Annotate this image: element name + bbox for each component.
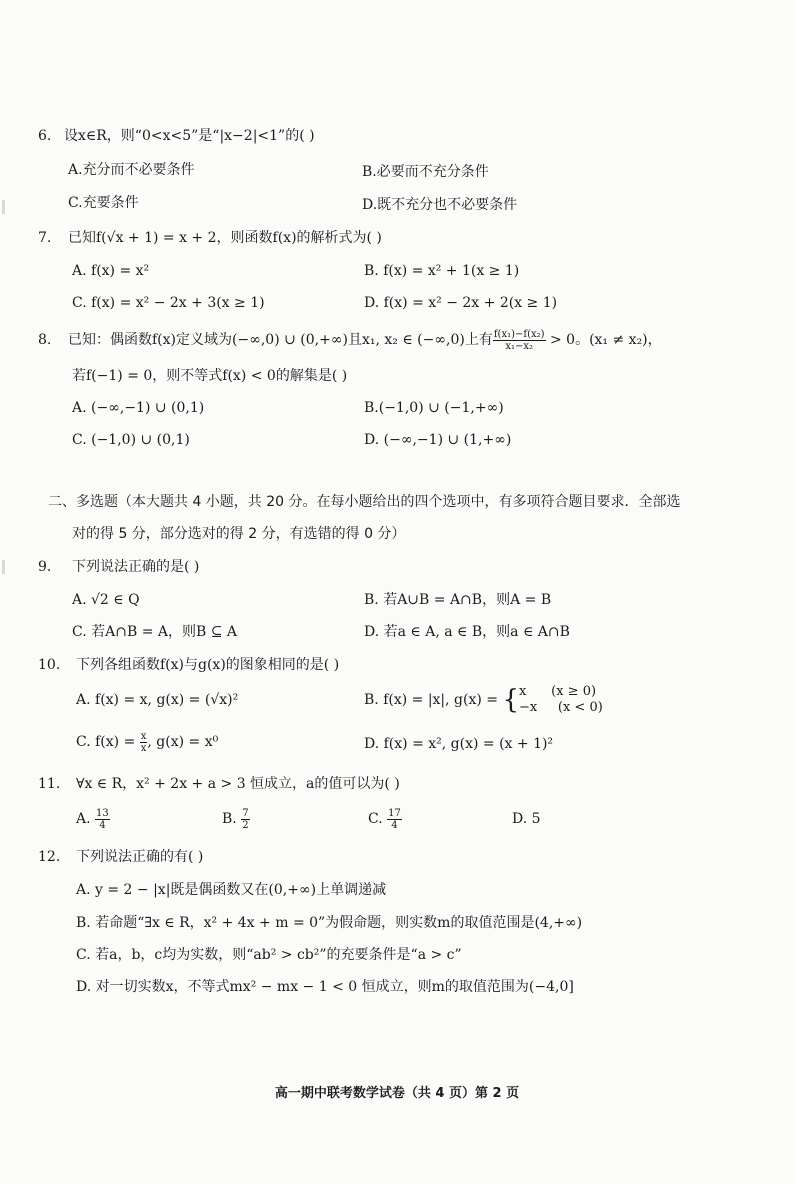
question-11-stem: ∀x ∈ R，x² + 2x + a > 3 恒成立，a的值可以为( ) (76, 776, 400, 792)
fraction-numerator: x (140, 730, 147, 742)
question-10-option-a: A. f(x) = x, g(x) = (√x)² (76, 692, 239, 708)
question-6-option-c: C.充要条件 (68, 195, 139, 211)
question-7-stem: 已知f(√x + 1) = x + 2，则函数f(x)的解析式为( ) (68, 230, 382, 246)
question-8-option-d: D. (−∞,−1) ∪ (1,+∞) (364, 432, 512, 448)
question-12-option-c: C. 若a，b，c均为实数，则“ab² > cb²”的充要条件是“a > c” (76, 947, 462, 963)
question-8-option-a: A. (−∞,−1) ∪ (0,1) (72, 400, 205, 416)
piecewise-cases (519, 684, 603, 716)
question-9-option-d: D. 若a ∈ A, a ∈ B，则a ∈ A∩B (364, 624, 570, 640)
fraction-denominator: 4 (99, 819, 106, 831)
question-8-stem-tail: > 0。(x₁ ≠ x₂)， (549, 332, 662, 348)
question-7-option-d: D. f(x) = x² − 2x + 2(x ≥ 1) (364, 295, 558, 311)
question-11-option-d: D. 5 (512, 811, 541, 827)
question-6-option-b: B.必要而不充分条件 (362, 164, 489, 180)
question-7-option-b: B. f(x) = x² + 1(x ≥ 1) (364, 263, 520, 279)
fraction-numerator: 7 (242, 807, 249, 819)
question-11-option-a (76, 804, 110, 834)
page-footer: 高一期中联考数学试卷（共 4 页）第 2 页 (274, 1086, 520, 1101)
question-9-number: 9. (38, 559, 52, 575)
question-10-option-c-text: C. f(x) = (76, 734, 136, 750)
scan-mark (2, 560, 5, 574)
fraction-denominator: 4 (391, 819, 398, 831)
fraction-numerator: 13 (96, 807, 109, 819)
option-label: C. (368, 811, 383, 827)
option-fraction (387, 808, 402, 831)
question-8-stem (68, 326, 662, 354)
question-10-number: 10. (38, 657, 61, 673)
question-12-option-b: B. 若命题“∃x ∈ R，x² + 4x + m = 0”为假命题，则实数m的取值范围是(4,+∞) (76, 915, 583, 931)
question-11-number: 11. (38, 776, 61, 792)
fraction-numerator: f(x₁)−f(x₂) (493, 328, 545, 340)
fraction-denominator: 2 (242, 819, 249, 831)
question-8-option-b: B.(−1,0) ∪ (−1,+∞) (364, 400, 504, 416)
question-7-number: 7. (38, 230, 52, 246)
option-fraction (241, 808, 249, 831)
question-8-stem-line2: 若f(−1) = 0，则不等式f(x) < 0的解集是( ) (72, 368, 348, 384)
question-6-option-a: A.充分而不必要条件 (68, 162, 195, 178)
question-9-option-c: C. 若A∩B = A，则B ⊆ A (72, 624, 238, 640)
section-2-heading: 二、多选题（本大题共 4 小题，共 20 分。在每小题给出的四个选项中，有多项符合题目要求．全部选 (48, 494, 681, 510)
piecewise-case-1: x (x ≥ 0) (519, 684, 597, 699)
question-11-option-c (368, 804, 402, 834)
question-9-stem: 下列说法正确的是( ) (72, 559, 200, 575)
scan-mark (2, 200, 5, 214)
question-10-option-d: D. f(x) = x², g(x) = (x + 1)² (364, 736, 554, 752)
question-10-option-b (364, 682, 603, 718)
section-2-heading-line2: 对的得 5 分，部分选对的得 2 分，有选错的得 0 分） (72, 526, 406, 542)
question-6-number: 6. (38, 128, 52, 144)
question-10-option-c-tail: , g(x) = x⁰ (147, 734, 219, 750)
fraction-numerator: 17 (388, 807, 401, 819)
option-label: B. (222, 811, 237, 827)
question-7-option-c: C. f(x) = x² − 2x + 3(x ≥ 1) (72, 295, 265, 311)
piecewise-case-2: −x (x < 0) (519, 700, 603, 715)
question-8-number: 8. (38, 332, 52, 348)
question-8-fraction (493, 329, 546, 352)
question-9-option-b: B. 若A∪B = A∩B，则A = B (364, 592, 552, 608)
question-12-number: 12. (38, 849, 61, 865)
fraction-denominator: x₁−x₂ (505, 340, 534, 352)
question-12-option-d: D. 对一切实数x，不等式mx² − mx − 1 < 0 恒成立，则m的取值范围为(−4,0] (76, 979, 574, 995)
question-11-option-b (222, 804, 250, 834)
option-fraction (95, 808, 110, 831)
question-7-option-a: A. f(x) = x² (72, 263, 150, 279)
question-6-stem: 设x∈R，则“0<x<5”是“|x−2|<1”的( ) (64, 128, 315, 144)
question-10-option-c (76, 728, 218, 756)
question-12-option-a: A. y = 2 − |x|既是偶函数又在(0,+∞)上单调递减 (76, 882, 387, 898)
question-8-stem-text: 已知：偶函数f(x)定义域为(−∞,0) ∪ (0,+∞)且x₁, x₂ ∈ (−∞,0)上有 (68, 332, 493, 348)
piecewise-brace: { (502, 685, 520, 715)
fraction-denominator: x (140, 742, 147, 754)
question-12-stem: 下列说法正确的有( ) (76, 849, 204, 865)
question-9-option-a: A. √2 ∈ Q (72, 592, 140, 608)
question-10-option-b-text: B. f(x) = |x|, g(x) = (364, 692, 499, 708)
question-8-option-c: C. (−1,0) ∪ (0,1) (72, 432, 190, 448)
option-label: A. (76, 811, 91, 827)
question-10-stem: 下列各组函数f(x)与g(x)的图象相同的是( ) (76, 657, 340, 673)
question-6-option-d: D.既不充分也不必要条件 (362, 197, 518, 213)
